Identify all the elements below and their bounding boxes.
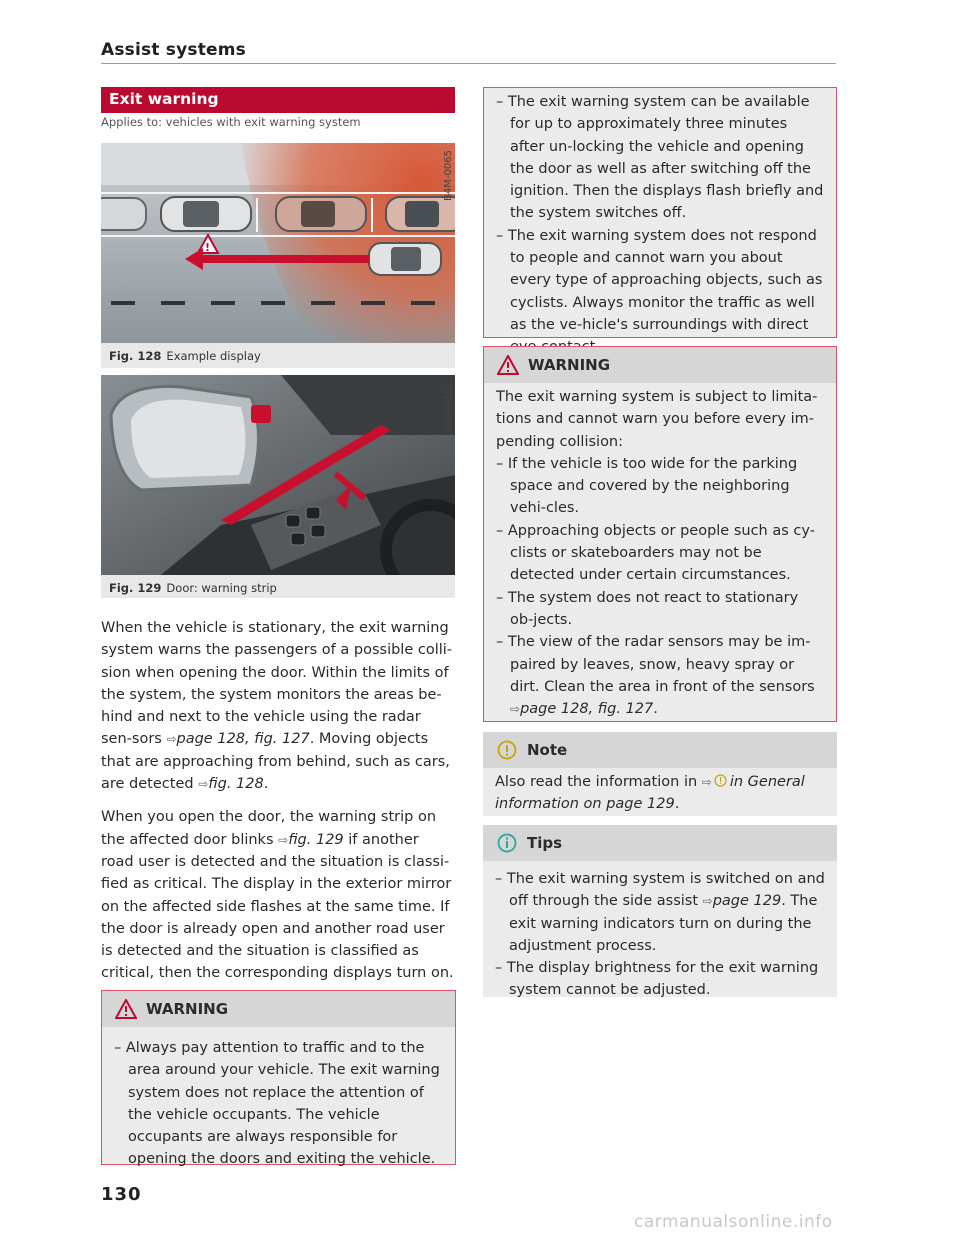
body-paragraph-1 [101, 617, 455, 795]
link-arrow-icon: ⇨ [278, 832, 289, 847]
warning-item: – Approaching objects or people such as cy-clists or skateboarders may not be detected under certain circumstances. [496, 520, 824, 587]
note-text: Also read the information in [495, 774, 702, 790]
note-box-header [483, 732, 837, 768]
cross-reference-link[interactable]: fig. 129 [288, 831, 344, 848]
header-rule [101, 63, 836, 64]
link-arrow-icon: ⇨ [702, 894, 713, 909]
page-number: 130 [101, 1184, 142, 1205]
figure-129-illustration [101, 375, 455, 575]
figure-128-number: Fig. 128 [109, 349, 162, 363]
tips-item: – The display brightness for the exit warning system cannot be adjusted. [495, 957, 825, 1002]
tips-item-text: The exit warning system is switched on and off through the side assist [506, 871, 825, 910]
warning-item: – Always pay attention to traffic and to the area around your vehicle. The exit warning system does not replace the attention of the vehicle occupants. The vehicle occupants are always responsible for opening the doors and exiting the vehicle. [114, 1037, 443, 1171]
link-arrow-icon: ⇨ [701, 775, 712, 789]
figure-128-illustration [101, 143, 455, 343]
warning-title: WARNING [528, 356, 611, 374]
note-circle-icon [714, 774, 727, 787]
warning-item-text: The view of the radar sensors may be im-paired by leaves, snow, heavy spray or dirt. Clean the area in front of the sensors [507, 634, 815, 695]
warning-box-right [483, 346, 837, 722]
link-arrow-icon: ⇨ [510, 702, 521, 717]
figure-128-caption [109, 349, 261, 363]
tips-item-text-end: . The exit warning indicators turn on during the adjustment process. [509, 893, 818, 954]
link-arrow-icon: ⇨ [198, 777, 209, 792]
warning-box-body [102, 1027, 455, 1171]
note-title: Note [527, 741, 568, 759]
figure-129-caption [109, 581, 277, 595]
page-heading: Exit warning [101, 87, 455, 113]
cross-reference-link[interactable]: in General information on page 129 [495, 774, 805, 813]
note-box-body [483, 768, 837, 816]
warning-triangle-icon [497, 355, 519, 375]
note-box [483, 732, 837, 816]
tips-item [495, 868, 825, 957]
warning-item: – The system does not react to stationary ob-jects. [496, 587, 824, 632]
availability-item: – The exit warning system can be available for up to approximately three minutes after un-locking the vehicle and opening the door as well as after switching off the ignition. Then the displays flash briefly and the system switches off. [496, 91, 824, 225]
warning-box-header [484, 347, 836, 383]
tips-box-header [483, 825, 837, 861]
availability-info-body [484, 88, 836, 359]
figure-128 [101, 143, 455, 368]
paragraph-2-text-b: if another road user is detected and the situation is classi-fied as critical. The display in the exterior mirror on the affected side flashes at the same time. If the door is already open and another road user is detected and the situation is classified as critical, then the corresponding displays turn on. [101, 831, 454, 982]
exclamation-circle-icon [496, 740, 518, 760]
warning-intro: The exit warning system is subject to limita-tions and cannot warn you before every im-pending collision: [496, 389, 818, 450]
figure-129-number: Fig. 129 [109, 581, 162, 595]
warning-item: – If the vehicle is too wide for the parking space and covered by the neighboring vehi-cles. [496, 453, 824, 520]
tips-box-body [483, 861, 837, 1002]
body-paragraph-2 [101, 806, 455, 984]
link-arrow-icon: ⇨ [166, 732, 177, 747]
warning-title: WARNING [146, 1000, 229, 1018]
watermark: carmanualsonline.info [634, 1212, 833, 1232]
body-text [101, 617, 455, 996]
figure-129 [101, 375, 455, 598]
tips-title: Tips [527, 834, 563, 852]
availability-item: – The exit warning system does not respond to people and cannot warn you about every type of approaching objects, such as cyclists. Always monitor the traffic as well as the ve-hicle's surroundings with direct [496, 225, 824, 359]
warning-item [496, 631, 824, 720]
warning-box-left [101, 990, 456, 1168]
figure-129-code: B8W-0102 [443, 381, 454, 433]
availability-info-box [483, 87, 837, 338]
cross-reference-link[interactable]: page 129 [712, 893, 782, 910]
figure-128-caption-text: Example display [166, 349, 261, 363]
cross-reference-link[interactable]: page 128, fig. 127 [520, 701, 654, 718]
note-text-end: . [674, 796, 680, 813]
warning-item-end: . [653, 701, 658, 718]
paragraph-1-text-b: . Moving objects that are approaching from behind, such as cars, are detected [101, 731, 450, 793]
tips-box [483, 825, 837, 997]
section-title: Assist systems [101, 40, 246, 60]
figure-128-code: B4M-0065 [443, 150, 454, 201]
svg-text:!: ! [205, 241, 211, 254]
paragraph-2-text-a: When you open the door, the warning strip on the affected door blinks [101, 809, 437, 848]
cross-reference-link[interactable]: fig. 128 [208, 776, 264, 793]
applies-to-note: Applies to: vehicles with exit warning system [101, 115, 361, 129]
warning-box-body [484, 383, 836, 720]
info-circle-icon [496, 833, 518, 853]
paragraph-1-text-a: When the vehicle is stationary, the exit warning system warns the passengers of a possible colli-sion when opening the door. Within the limits of the system, the system monitors the areas be-hind and next to the vehicle using the radar sen-sors [101, 620, 453, 748]
paragraph-1-text-c: . [263, 776, 269, 793]
warning-box-header [102, 991, 455, 1027]
figure-129-caption-text: Door: warning strip [166, 581, 277, 595]
cross-reference-link[interactable]: page 128, fig. 127 [176, 731, 310, 748]
warning-triangle-icon [115, 999, 137, 1019]
